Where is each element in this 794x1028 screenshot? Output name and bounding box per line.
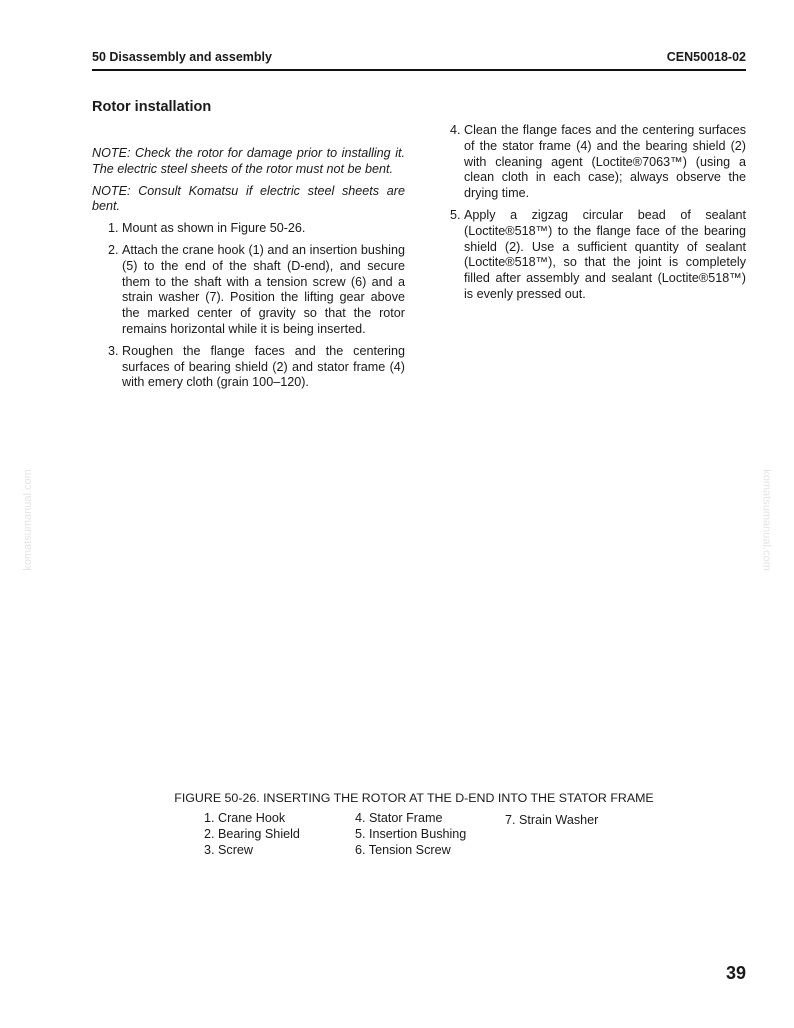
header-section-label: 50 Disassembly and assembly: [92, 50, 272, 64]
step-number: 4.: [450, 123, 461, 137]
header-doc-code: CEN50018-02: [666, 50, 746, 64]
right-column: [446, 123, 746, 309]
legend-item: 2. Bearing Shield: [204, 826, 300, 841]
left-column: [92, 146, 405, 397]
section-title: Rotor installation: [92, 99, 212, 115]
figure-caption: FIGURE 50-26. INSERTING THE ROTOR AT THE D-END INTO THE STATOR FRAME: [174, 791, 654, 805]
steps-list-right: [446, 123, 746, 303]
legend-item: 3. Screw: [204, 842, 253, 857]
step-item: [92, 221, 405, 237]
legend-item: 5. Insertion Bushing: [355, 826, 467, 841]
step-item: [92, 344, 405, 391]
legend-item: 6. Tension Screw: [355, 842, 451, 857]
page-number: 39: [725, 963, 746, 983]
step-text: Roughen the flange faces and the centering surfaces of bearing shield (2) and stator frame (4) with emery cloth (grain 100–120).: [122, 343, 405, 390]
step-item: [92, 243, 405, 338]
page-header: [92, 50, 746, 71]
figure-legend-col2: [355, 811, 466, 858]
step-number: 3.: [108, 343, 119, 358]
watermark-right: komatsumanual.com: [760, 469, 772, 571]
steps-list-left: [92, 221, 405, 391]
step-text: Attach the crane hook (1) and an insertion bushing (5) to the end of the shaft (D-end), and secure them to the shaft with a tension screw (6) and a strain washer (7). Position the lifting gear above the marked center of gravity so that the rotor remains horizontal while it is being inserted.: [122, 242, 405, 336]
step-number: 1.: [108, 221, 119, 236]
note-consult-komatsu: NOTE: Consult Komatsu if electric steel sheets are bent.: [92, 183, 405, 214]
step-text: Clean the flange faces and the centering surfaces of the stator frame (4) and the bearing shield (2) with cleaning agent (Loctite®7063™) (using a clean cloth in each case); always observe the drying time.: [464, 123, 746, 201]
watermark-left: komatsumanual.com: [22, 469, 34, 571]
step-item: [446, 123, 746, 202]
figure-legend-col1: [204, 811, 300, 858]
legend-item: 4. Stator Frame: [355, 811, 443, 825]
figure-legend-col3: [505, 813, 598, 829]
legend-item: 7. Strain Washer: [505, 813, 599, 827]
note-damage-check: NOTE: Check the rotor for damage prior to installing it. The electric steel sheets of the rotor must not be bent.: [92, 146, 405, 176]
step-number: 2.: [108, 242, 119, 257]
step-item: [446, 208, 746, 303]
step-number: 5.: [450, 207, 461, 222]
step-text: Apply a zigzag circular bead of sealant (Loctite®518™) to the flange face of the bearing shield (2). Use a sufficient quantity of sealant (Loctite®518™), so that the joint is completely filled after assembly and sealant (Loctite®518™) is evenly pressed out.: [464, 207, 746, 301]
step-text: Mount as shown in Figure 50-26.: [122, 221, 306, 236]
legend-item: 1. Crane Hook: [204, 811, 286, 825]
